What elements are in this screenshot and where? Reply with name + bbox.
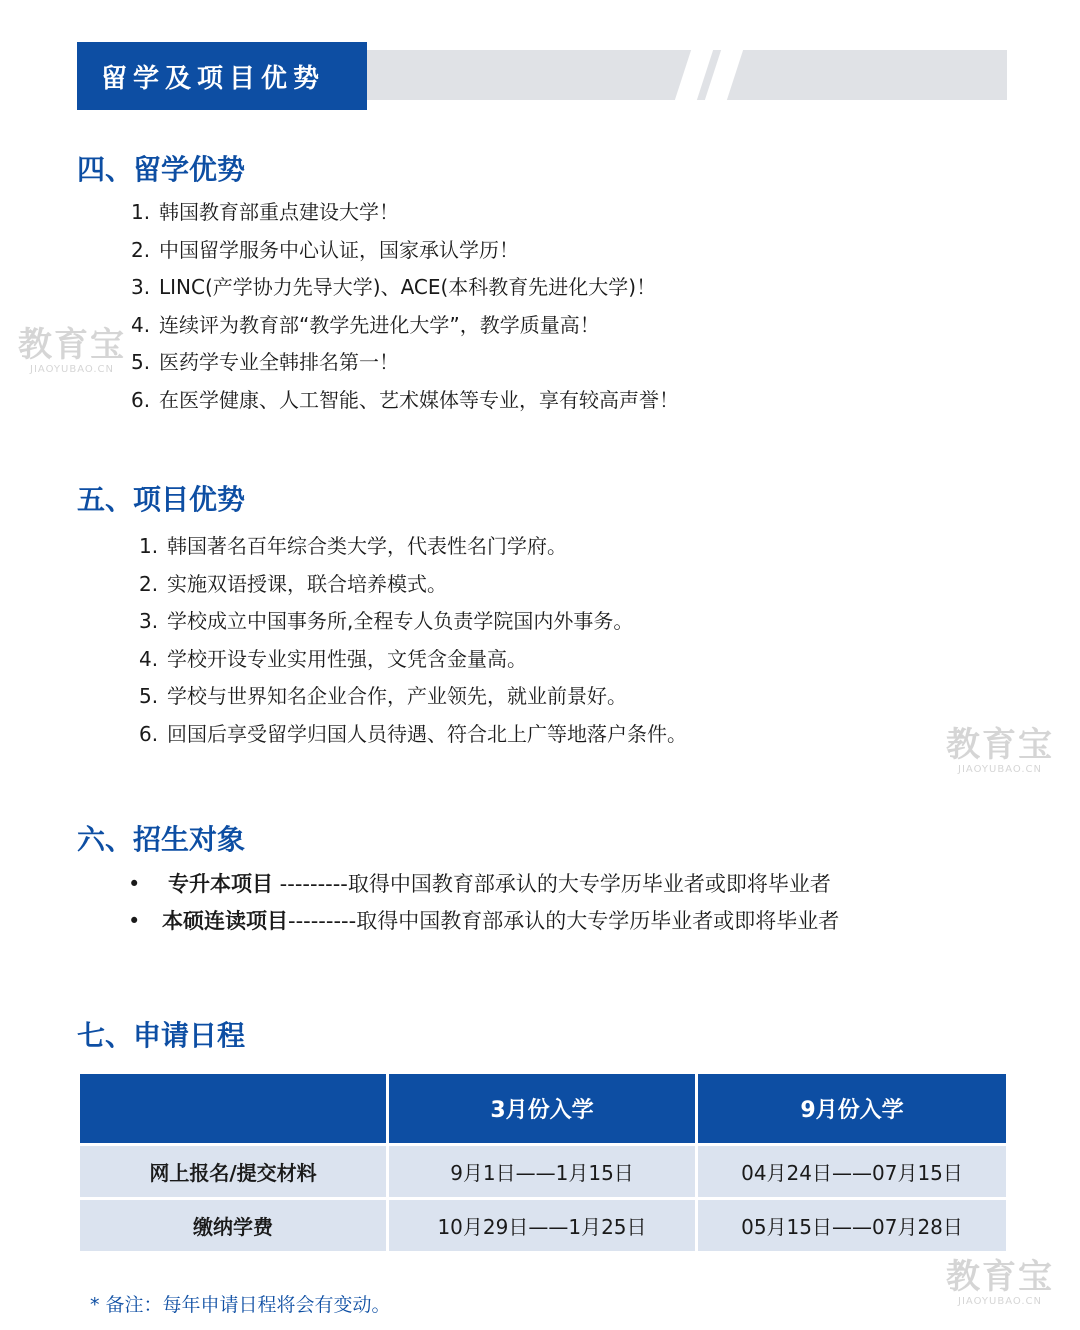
program-name: 专升本项目 — [168, 872, 273, 896]
table-row — [80, 1200, 1006, 1254]
study-advantages-list — [131, 194, 679, 419]
list-item — [131, 307, 679, 345]
list-item-text: 韩国著名百年综合类大学，代表性名门学府。 — [167, 534, 567, 558]
list-item — [139, 566, 687, 604]
table-header-cell: 3月份入学 — [389, 1074, 698, 1146]
list-item-text: 实施双语授课，联合培养模式。 — [167, 571, 447, 596]
list-item — [139, 641, 687, 679]
schedule-note: * 备注：每年申请日程将会有变动。 — [90, 1294, 391, 1316]
watermark-domain: JIAOYUBAO.CN — [958, 1296, 1042, 1307]
list-item — [131, 344, 679, 382]
watermark-logo — [18, 326, 126, 376]
watermark-text: 教育宝 — [946, 725, 1054, 765]
table-header-cell: 9月份入学 — [698, 1074, 1006, 1146]
list-item — [128, 903, 839, 940]
watermark-logo — [946, 726, 1054, 776]
schedule-table — [80, 1074, 1006, 1254]
list-item-number: 6. — [131, 387, 151, 412]
watermark-logo — [946, 1258, 1054, 1308]
list-item — [139, 678, 687, 716]
list-item-number: 3. — [131, 275, 151, 299]
table-cell: 10月29日——1月25日 — [389, 1200, 698, 1254]
list-item — [131, 194, 679, 232]
watermark-text: 教育宝 — [18, 325, 126, 365]
section-title-program-advantages: 五、项目优势 — [77, 483, 246, 516]
list-item-text: 医药学专业全韩排名第一！ — [159, 350, 399, 374]
table-row — [80, 1146, 1006, 1200]
list-item-text: 韩国教育部重点建设大学！ — [159, 200, 399, 224]
list-item — [131, 269, 679, 307]
list-item-text: 中国留学服务中心认证，国家承认学历！ — [159, 237, 519, 262]
list-item-text: 学校成立中国事务所,全程专人负责学院国内外事务。 — [167, 609, 634, 633]
list-item-number: 5. — [131, 350, 151, 374]
list-item-number: 3. — [139, 609, 159, 633]
table-row-label: 网上报名/提交材料 — [80, 1146, 389, 1200]
section-banner — [77, 42, 1007, 110]
section-title-study-advantages: 四、留学优势 — [77, 153, 246, 186]
list-item-number: 2. — [131, 237, 151, 262]
list-item-text: 回国后享受留学归国人员待遇、符合北上广等地落户条件。 — [167, 721, 687, 746]
list-item-number: 4. — [139, 646, 159, 671]
program-name: 本硕连读项目 — [162, 909, 288, 933]
table-row-label: 缴纳学费 — [80, 1200, 389, 1254]
table-header-row — [80, 1074, 1006, 1146]
program-advantages-list — [139, 528, 687, 753]
list-item — [139, 603, 687, 641]
list-item — [131, 382, 679, 420]
bullet-icon: • — [128, 909, 141, 933]
list-item-text: LINC(产学协力先导大学)、ACE(本科教育先进化大学)！ — [159, 275, 657, 299]
table-cell: 05月15日——07月28日 — [698, 1200, 1006, 1254]
list-item-number: 6. — [139, 721, 159, 746]
list-item — [128, 866, 839, 903]
list-item-text: 学校与世界知名企业合作，产业领先，就业前景好。 — [167, 684, 627, 708]
list-item-text: 连续评为教育部“教学先进化大学”，教学质量高！ — [159, 312, 600, 337]
watermark-text: 教育宝 — [946, 1257, 1054, 1297]
list-item-number: 1. — [131, 200, 151, 224]
list-item-number: 1. — [139, 534, 159, 558]
watermark-domain: JIAOYUBAO.CN — [958, 764, 1042, 775]
list-item-number: 2. — [139, 571, 159, 596]
list-item-number: 4. — [131, 312, 151, 337]
table-header-cell — [80, 1074, 389, 1146]
section-title-enrollment-targets: 六、招生对象 — [77, 823, 246, 856]
table-cell: 9月1日——1月15日 — [389, 1146, 698, 1200]
list-item — [139, 716, 687, 754]
program-description: ---------取得中国教育部承认的大专学历毕业者或即将毕业者 — [273, 872, 831, 896]
enrollment-targets-list — [128, 866, 839, 940]
watermark-domain: JIAOYUBAO.CN — [30, 364, 114, 375]
program-description: ---------取得中国教育部承认的大专学历毕业者或即将毕业者 — [288, 909, 840, 933]
list-item-number: 5. — [139, 684, 159, 708]
list-item-text: 在医学健康、人工智能、艺术媒体等专业，享有较高声誉！ — [159, 387, 679, 412]
table-cell: 04月24日——07月15日 — [698, 1146, 1006, 1200]
list-item — [139, 528, 687, 566]
list-item-text: 学校开设专业实用性强，文凭含金量高。 — [167, 646, 527, 671]
bullet-icon: • — [128, 872, 141, 896]
section-title-application-schedule: 七、申请日程 — [77, 1019, 246, 1052]
banner-title: 留学及项目优势 — [77, 42, 367, 110]
list-item — [131, 232, 679, 270]
